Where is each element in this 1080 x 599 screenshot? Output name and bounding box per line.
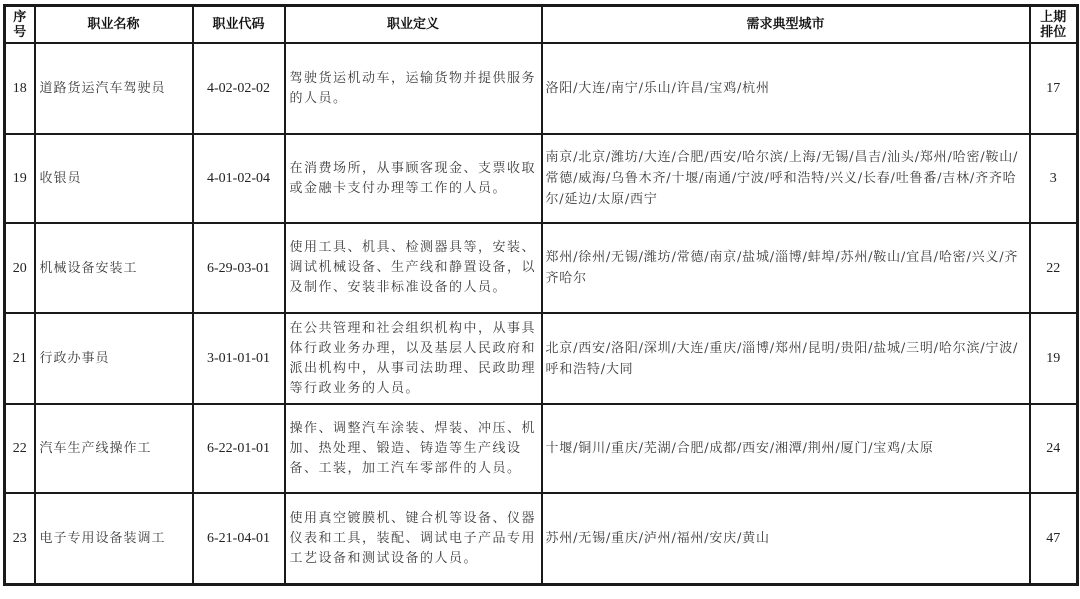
row-occupation-name: 电子专用设备装调工 [35, 493, 193, 585]
row-typical-cities: 南京/北京/潍坊/大连/合肥/西安/哈尔滨/上海/无锡/昌吉/汕头/郑州/哈密/鞍山/常德/威海/乌鲁木齐/十堰/南通/宁波/呼和浩特/兴义/长春/吐鲁番/吉林/齐齐哈尔/延边/太原/西宁 [542, 134, 1030, 223]
row-occupation-code: 6-21-04-01 [193, 493, 285, 585]
row-typical-cities: 洛阳/大连/南宁/乐山/许昌/宝鸡/杭州 [542, 43, 1030, 134]
header-index-line1: 序 [13, 9, 27, 25]
header-prev-rank-line2: 排位 [1040, 24, 1067, 40]
header-occupation-definition: 职业定义 [285, 6, 542, 44]
row-occupation-definition: 在消费场所，从事顾客现金、支票收取或金融卡支付办理等工作的人员。 [285, 134, 542, 223]
row-occupation-code: 6-22-01-01 [193, 404, 285, 493]
row-occupation-definition: 使用真空镀膜机、键合机等设备、仪器仪表和工具，装配、调试电子产品专用工艺设备和测试设备的人员。 [285, 493, 542, 585]
table-header-row [5, 6, 1078, 44]
table-row [5, 313, 1078, 404]
row-typical-cities: 北京/西安/洛阳/深圳/大连/重庆/淄博/郑州/昆明/贵阳/盐城/三明/哈尔滨/宁波/呼和浩特/大同 [542, 313, 1030, 404]
header-prev-rank [1030, 6, 1078, 44]
row-index: 23 [5, 493, 35, 585]
row-index: 19 [5, 134, 35, 223]
row-occupation-definition: 操作、调整汽车涂装、焊装、冲压、机加、热处理、锻造、铸造等生产线设备、工装，加工汽车零部件的人员。 [285, 404, 542, 493]
header-occupation-name: 职业名称 [35, 6, 193, 44]
table-row [5, 493, 1078, 585]
header-index [5, 6, 35, 44]
row-occupation-code: 4-02-02-02 [193, 43, 285, 134]
row-prev-rank: 17 [1030, 43, 1078, 134]
row-occupation-name: 道路货运汽车驾驶员 [35, 43, 193, 134]
row-prev-rank: 47 [1030, 493, 1078, 585]
row-prev-rank: 22 [1030, 223, 1078, 313]
row-occupation-name: 行政办事员 [35, 313, 193, 404]
table-row [5, 404, 1078, 493]
header-occupation-code: 职业代码 [193, 6, 285, 44]
header-prev-rank-line1: 上期 [1040, 9, 1067, 25]
row-typical-cities: 十堰/铜川/重庆/芜湖/合肥/成都/西安/湘潭/荆州/厦门/宝鸡/太原 [542, 404, 1030, 493]
row-index: 22 [5, 404, 35, 493]
occupation-demand-table [3, 4, 1079, 586]
table-row [5, 43, 1078, 134]
row-typical-cities: 郑州/徐州/无锡/潍坊/常德/南京/盐城/淄博/蚌埠/苏州/鞍山/宜昌/哈密/兴义/齐齐哈尔 [542, 223, 1030, 313]
row-occupation-code: 4-01-02-04 [193, 134, 285, 223]
row-occupation-code: 6-29-03-01 [193, 223, 285, 313]
row-index: 20 [5, 223, 35, 313]
row-occupation-name: 汽车生产线操作工 [35, 404, 193, 493]
row-occupation-definition: 使用工具、机具、检测器具等，安装、调试机械设备、生产线和静置设备，以及制作、安装非标准设备的人员。 [285, 223, 542, 313]
row-prev-rank: 19 [1030, 313, 1078, 404]
row-prev-rank: 3 [1030, 134, 1078, 223]
header-typical-cities: 需求典型城市 [542, 6, 1030, 44]
table-row [5, 223, 1078, 313]
row-typical-cities: 苏州/无锡/重庆/泸州/福州/安庆/黄山 [542, 493, 1030, 585]
row-occupation-code: 3-01-01-01 [193, 313, 285, 404]
row-prev-rank: 24 [1030, 404, 1078, 493]
row-occupation-definition: 驾驶货运机动车，运输货物并提供服务的人员。 [285, 43, 542, 134]
row-occupation-name: 收银员 [35, 134, 193, 223]
table-row [5, 134, 1078, 223]
row-index: 21 [5, 313, 35, 404]
row-occupation-name: 机械设备安装工 [35, 223, 193, 313]
row-index: 18 [5, 43, 35, 134]
header-index-line2: 号 [13, 24, 27, 40]
row-occupation-definition: 在公共管理和社会组织机构中，从事具体行政业务办理，以及基层人民政府和派出机构中，从事司法助理、民政助理等行政业务的人员。 [285, 313, 542, 404]
occupation-table-container [3, 4, 1076, 586]
